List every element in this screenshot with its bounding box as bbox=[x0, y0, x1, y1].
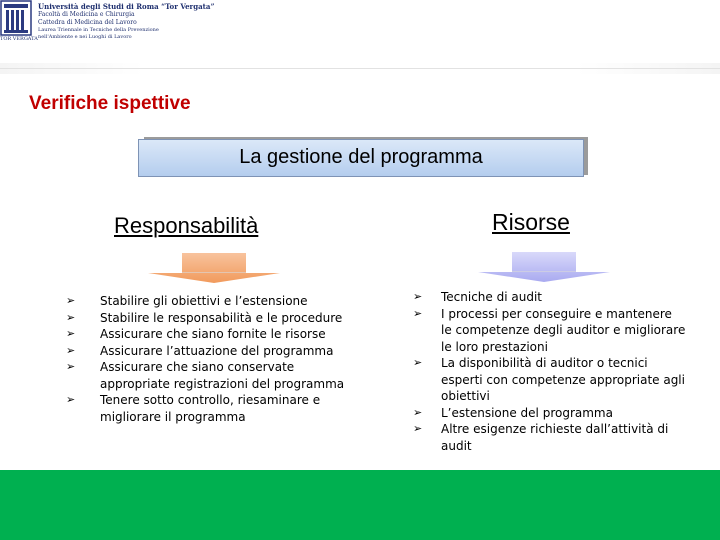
degree-line-1: Laurea Triennale in Tecniche della Prevenzione bbox=[38, 27, 159, 33]
institution-header bbox=[38, 2, 218, 41]
list-item: ➢ La disponibilità di auditor o tecnici esperti con competenze appropriate agli obiettivi bbox=[413, 356, 685, 403]
list-item: ➢ Tenere sotto controllo, riesaminare e migliorare il programma bbox=[66, 393, 321, 424]
down-arrow-icon bbox=[148, 253, 280, 283]
list-item: ➢ Altre esigenze richieste dall’attività di audit bbox=[413, 422, 669, 453]
header-divider bbox=[0, 68, 720, 69]
list-item: ➢ I processi per conseguire e mantenere le competenze degli auditor e migliorare le loro prestazioni bbox=[413, 306, 686, 354]
footer-bar bbox=[0, 470, 720, 540]
responsibilities-heading: Responsabilità bbox=[114, 213, 259, 238]
arrow-bullet-icon: ➢ bbox=[413, 306, 423, 320]
arrow-bullet-icon: ➢ bbox=[66, 360, 76, 373]
arrow-bullet-icon: ➢ bbox=[413, 290, 423, 303]
arrow-bullet-icon: ➢ bbox=[66, 327, 76, 340]
degree-line-2: nell'Ambiente e nei Luoghi di Lavoro bbox=[38, 34, 132, 40]
faculty-name: Facoltà di Medicina e Chirurgia bbox=[38, 11, 135, 18]
arrow-bullet-icon: ➢ bbox=[413, 405, 423, 419]
arrow-bullet-icon: ➢ bbox=[66, 393, 76, 406]
department-name: Cattedra di Medicina del Lavoro bbox=[38, 19, 137, 26]
arrow-bullet-icon: ➢ bbox=[66, 343, 76, 357]
list-item: ➢ Assicurare che siano fornite le risorse bbox=[66, 327, 326, 341]
resources-heading: Risorse bbox=[492, 209, 570, 235]
logo-caption: TOR VERGATA bbox=[0, 36, 38, 42]
slide-subtitle: La gestione del programma bbox=[239, 146, 483, 168]
list-item: ➢ Stabilire gli obiettivi e l’estensione bbox=[66, 294, 308, 308]
resources-list bbox=[413, 289, 686, 454]
arrow-bullet-icon: ➢ bbox=[413, 422, 423, 435]
arrow-bullet-icon: ➢ bbox=[66, 310, 76, 324]
arrow-bullet-icon: ➢ bbox=[413, 356, 423, 369]
slide-title: Verifiche ispettive bbox=[29, 93, 191, 114]
arrow-bullet-icon: ➢ bbox=[66, 294, 76, 307]
list-item: ➢ Assicurare che siano conservate appropriate registrazioni del programma bbox=[66, 360, 345, 391]
list-item: ➢ Tecniche di audit bbox=[413, 290, 542, 304]
list-item: ➢ Stabilire le responsabilità e le procedure bbox=[66, 310, 343, 325]
down-arrow-icon bbox=[478, 252, 610, 282]
list-item: ➢ L’estensione del programma bbox=[413, 405, 613, 420]
responsibilities-list bbox=[66, 293, 362, 425]
list-item: ➢ Assicurare l’attuazione del programma bbox=[66, 343, 334, 358]
university-name: Università degli Studi di Roma “Tor Vergata” bbox=[38, 2, 215, 11]
